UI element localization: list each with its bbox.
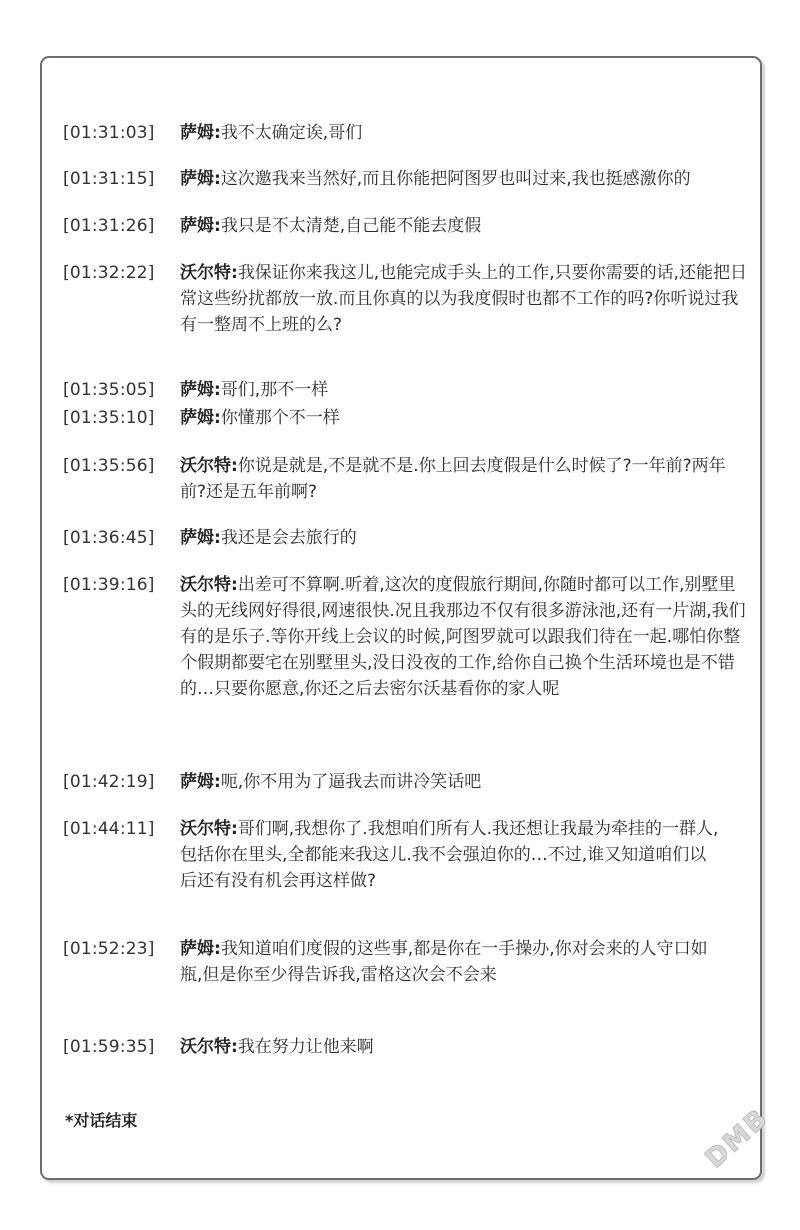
message [180, 377, 750, 403]
speaker-name: 沃尔特 [180, 456, 231, 476]
timestamp: [01:31:26] [63, 216, 155, 236]
timestamp: [01:35:10] [63, 408, 155, 428]
message [180, 816, 720, 894]
message-text: 你说是就是,不是就不是.你上回去度假是什么时候了?一年前?两年前?还是五年前啊? [180, 456, 726, 502]
speaker-colon: : [231, 1037, 238, 1057]
timestamp: [01:36:45] [63, 528, 155, 548]
message [180, 572, 750, 702]
end-note: *对话结束 [65, 1111, 138, 1130]
speaker-name: 沃尔特 [180, 575, 231, 595]
speaker-colon: : [214, 528, 221, 548]
message-text: 出差可不算啊.听着,这次的度假旅行期间,你随时都可以工作,别墅里头的无线网好得很,网速很快.况且我那边不仅有很多游泳池,还有一片湖,我们有的是乐子.等你开线上会议的时候,阿图罗就可以跟我们待在一起.哪怕你整个假期都要宅在别墅里头,没日没夜的工作,给你自己换个生活环境也是不错的…只要你愿意,你还之后去密尔沃基看你的家人呢 [180, 575, 746, 699]
speaker-name: 沃尔特 [180, 263, 231, 283]
timestamp: [01:59:35] [63, 1037, 155, 1057]
message [180, 769, 750, 795]
speaker-colon: : [214, 380, 221, 400]
message-text: 哥们,那不一样 [220, 380, 329, 400]
speaker-colon: : [231, 263, 238, 283]
speaker-colon: : [214, 216, 221, 236]
speaker-name: 萨姆 [180, 216, 214, 236]
message [180, 213, 750, 239]
speaker-name: 沃尔特 [180, 1037, 231, 1057]
speaker-name: 萨姆 [180, 123, 214, 143]
timestamp: [01:31:15] [63, 169, 155, 189]
speaker-colon: : [231, 819, 238, 839]
speaker-name: 萨姆 [180, 408, 214, 428]
message-text: 我保证你来我这儿,也能完成手头上的工作,只要你需要的话,还能把日常这些纷扰都放一放.而且你真的以为我度假时也都不工作的吗?你听说过我有一整周不上班的么? [180, 263, 748, 335]
message-text: 我不太确定诶,哥们 [220, 123, 363, 143]
speaker-name: 萨姆 [180, 380, 214, 400]
timestamp: [01:35:05] [63, 380, 155, 400]
message [180, 1034, 750, 1060]
message [180, 525, 750, 551]
message-text: 这次邀我来当然好,而且你能把阿图罗也叫过来,我也挺感激你的 [220, 169, 691, 189]
message-text: 呃,你不用为了逼我去而讲冷笑话吧 [220, 772, 482, 792]
timestamp: [01:44:11] [63, 819, 155, 839]
message-text: 我还是会去旅行的 [220, 528, 357, 548]
speaker-name: 萨姆 [180, 528, 214, 548]
transcript-card [40, 56, 762, 1180]
timestamp: [01:32:22] [63, 263, 155, 283]
timestamp: [01:39:16] [63, 575, 155, 595]
speaker-name: 萨姆 [180, 939, 214, 959]
message-text: 我在努力让他来啊 [237, 1037, 374, 1057]
message [180, 453, 750, 505]
message [180, 405, 750, 431]
timestamp: [01:42:19] [63, 772, 155, 792]
message [180, 166, 750, 192]
speaker-colon: : [214, 772, 221, 792]
timestamp: [01:52:23] [63, 939, 155, 959]
speaker-name: 萨姆 [180, 772, 214, 792]
speaker-colon: : [231, 575, 238, 595]
speaker-name: 萨姆 [180, 169, 214, 189]
speaker-colon: : [214, 123, 221, 143]
speaker-colon: : [214, 939, 221, 959]
speaker-name: 沃尔特 [180, 819, 231, 839]
message [180, 120, 750, 146]
timestamp: [01:31:03] [63, 123, 155, 143]
message [180, 260, 750, 338]
message [180, 936, 720, 988]
message-text: 哥们啊,我想你了.我想咱们所有人.我还想让我最为牵挂的一群人,包括你在里头,全都能来我这儿.我不会强迫你的…不过,谁又知道咱们以后还有没有机会再这样做? [180, 819, 719, 891]
speaker-colon: : [231, 456, 238, 476]
speaker-colon: : [214, 408, 221, 428]
watermark-logo: DMB [700, 1102, 775, 1175]
speaker-colon: : [214, 169, 221, 189]
timestamp: [01:35:56] [63, 456, 155, 476]
message-text: 我知道咱们度假的这些事,都是你在一手操办,你对会来的人守口如瓶,但是你至少得告诉我,雷格这次会不会来 [180, 939, 708, 985]
message-text: 我只是不太清楚,自己能不能去度假 [220, 216, 482, 236]
message-text: 你懂那个不一样 [220, 408, 340, 428]
